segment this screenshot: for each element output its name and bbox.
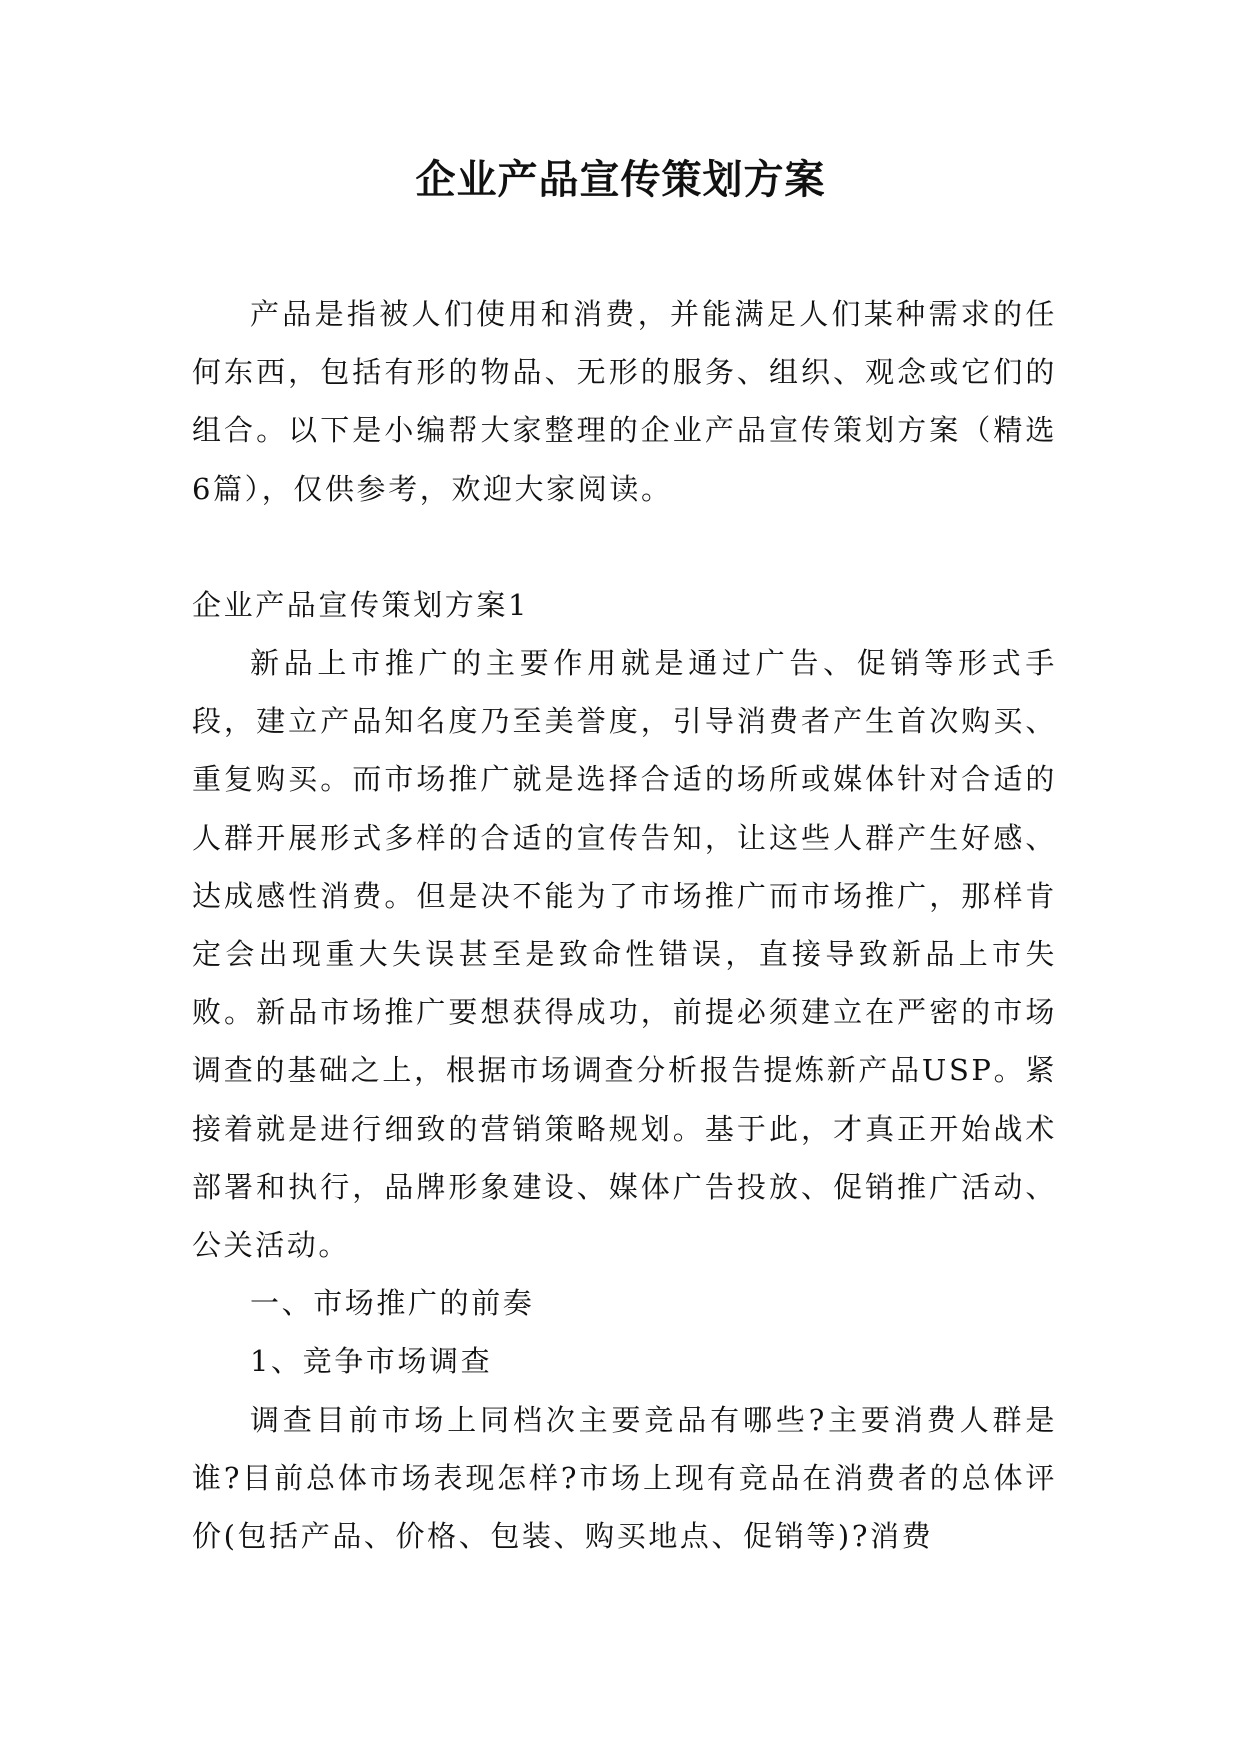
subheading: 一、市场推广的前奏	[250, 1286, 535, 1321]
subheading: 1、竞争市场调查	[250, 1344, 493, 1379]
intro-paragraph: 产品是指被人们使用和消费，并能满足人们某种需求的任何东西，包括有形的物品、无形的服务、组织、观念或它们的组合。以下是小编帮大家整理的企业产品宣传策划方案（精选6篇），仅供参考，欢迎大家阅读。	[192, 297, 1057, 506]
body-paragraph: 新品上市推广的主要作用就是通过广告、促销等形式手段，建立产品知名度乃至美誉度，引导消费者产生首次购买、重复购买。而市场推广就是选择合适的场所或媒体针对合适的人群开展形式多样的合适的宣传告知，让这些人群产生好感、达成感性消费。但是决不能为了市场推广而市场推广，那样肯定会出现重大失误甚至是致命性错误，直接导致新品上市失败。新品市场推广要想获得成功，前提必须建立在严密的市场调查的基础之上，根据市场调查分析报告提炼新产品USP。紧接着就是进行细致的营销策略规划。基于此，才真正开始战术部署和执行，品牌形象建设、媒体广告投放、促销推广活动、公关活动。	[192, 646, 1057, 1263]
document-body	[192, 285, 1057, 1565]
body-paragraph: 调查目前市场上同档次主要竞品有哪些?主要消费人群是谁?目前总体市场表现怎样?市场上现有竞品在消费者的总体评价(包括产品、价格、包装、购买地点、促销等)?消费	[192, 1402, 1057, 1554]
section-heading: 企业产品宣传策划方案1	[192, 587, 530, 622]
document-title: 企业产品宣传策划方案	[415, 156, 826, 203]
